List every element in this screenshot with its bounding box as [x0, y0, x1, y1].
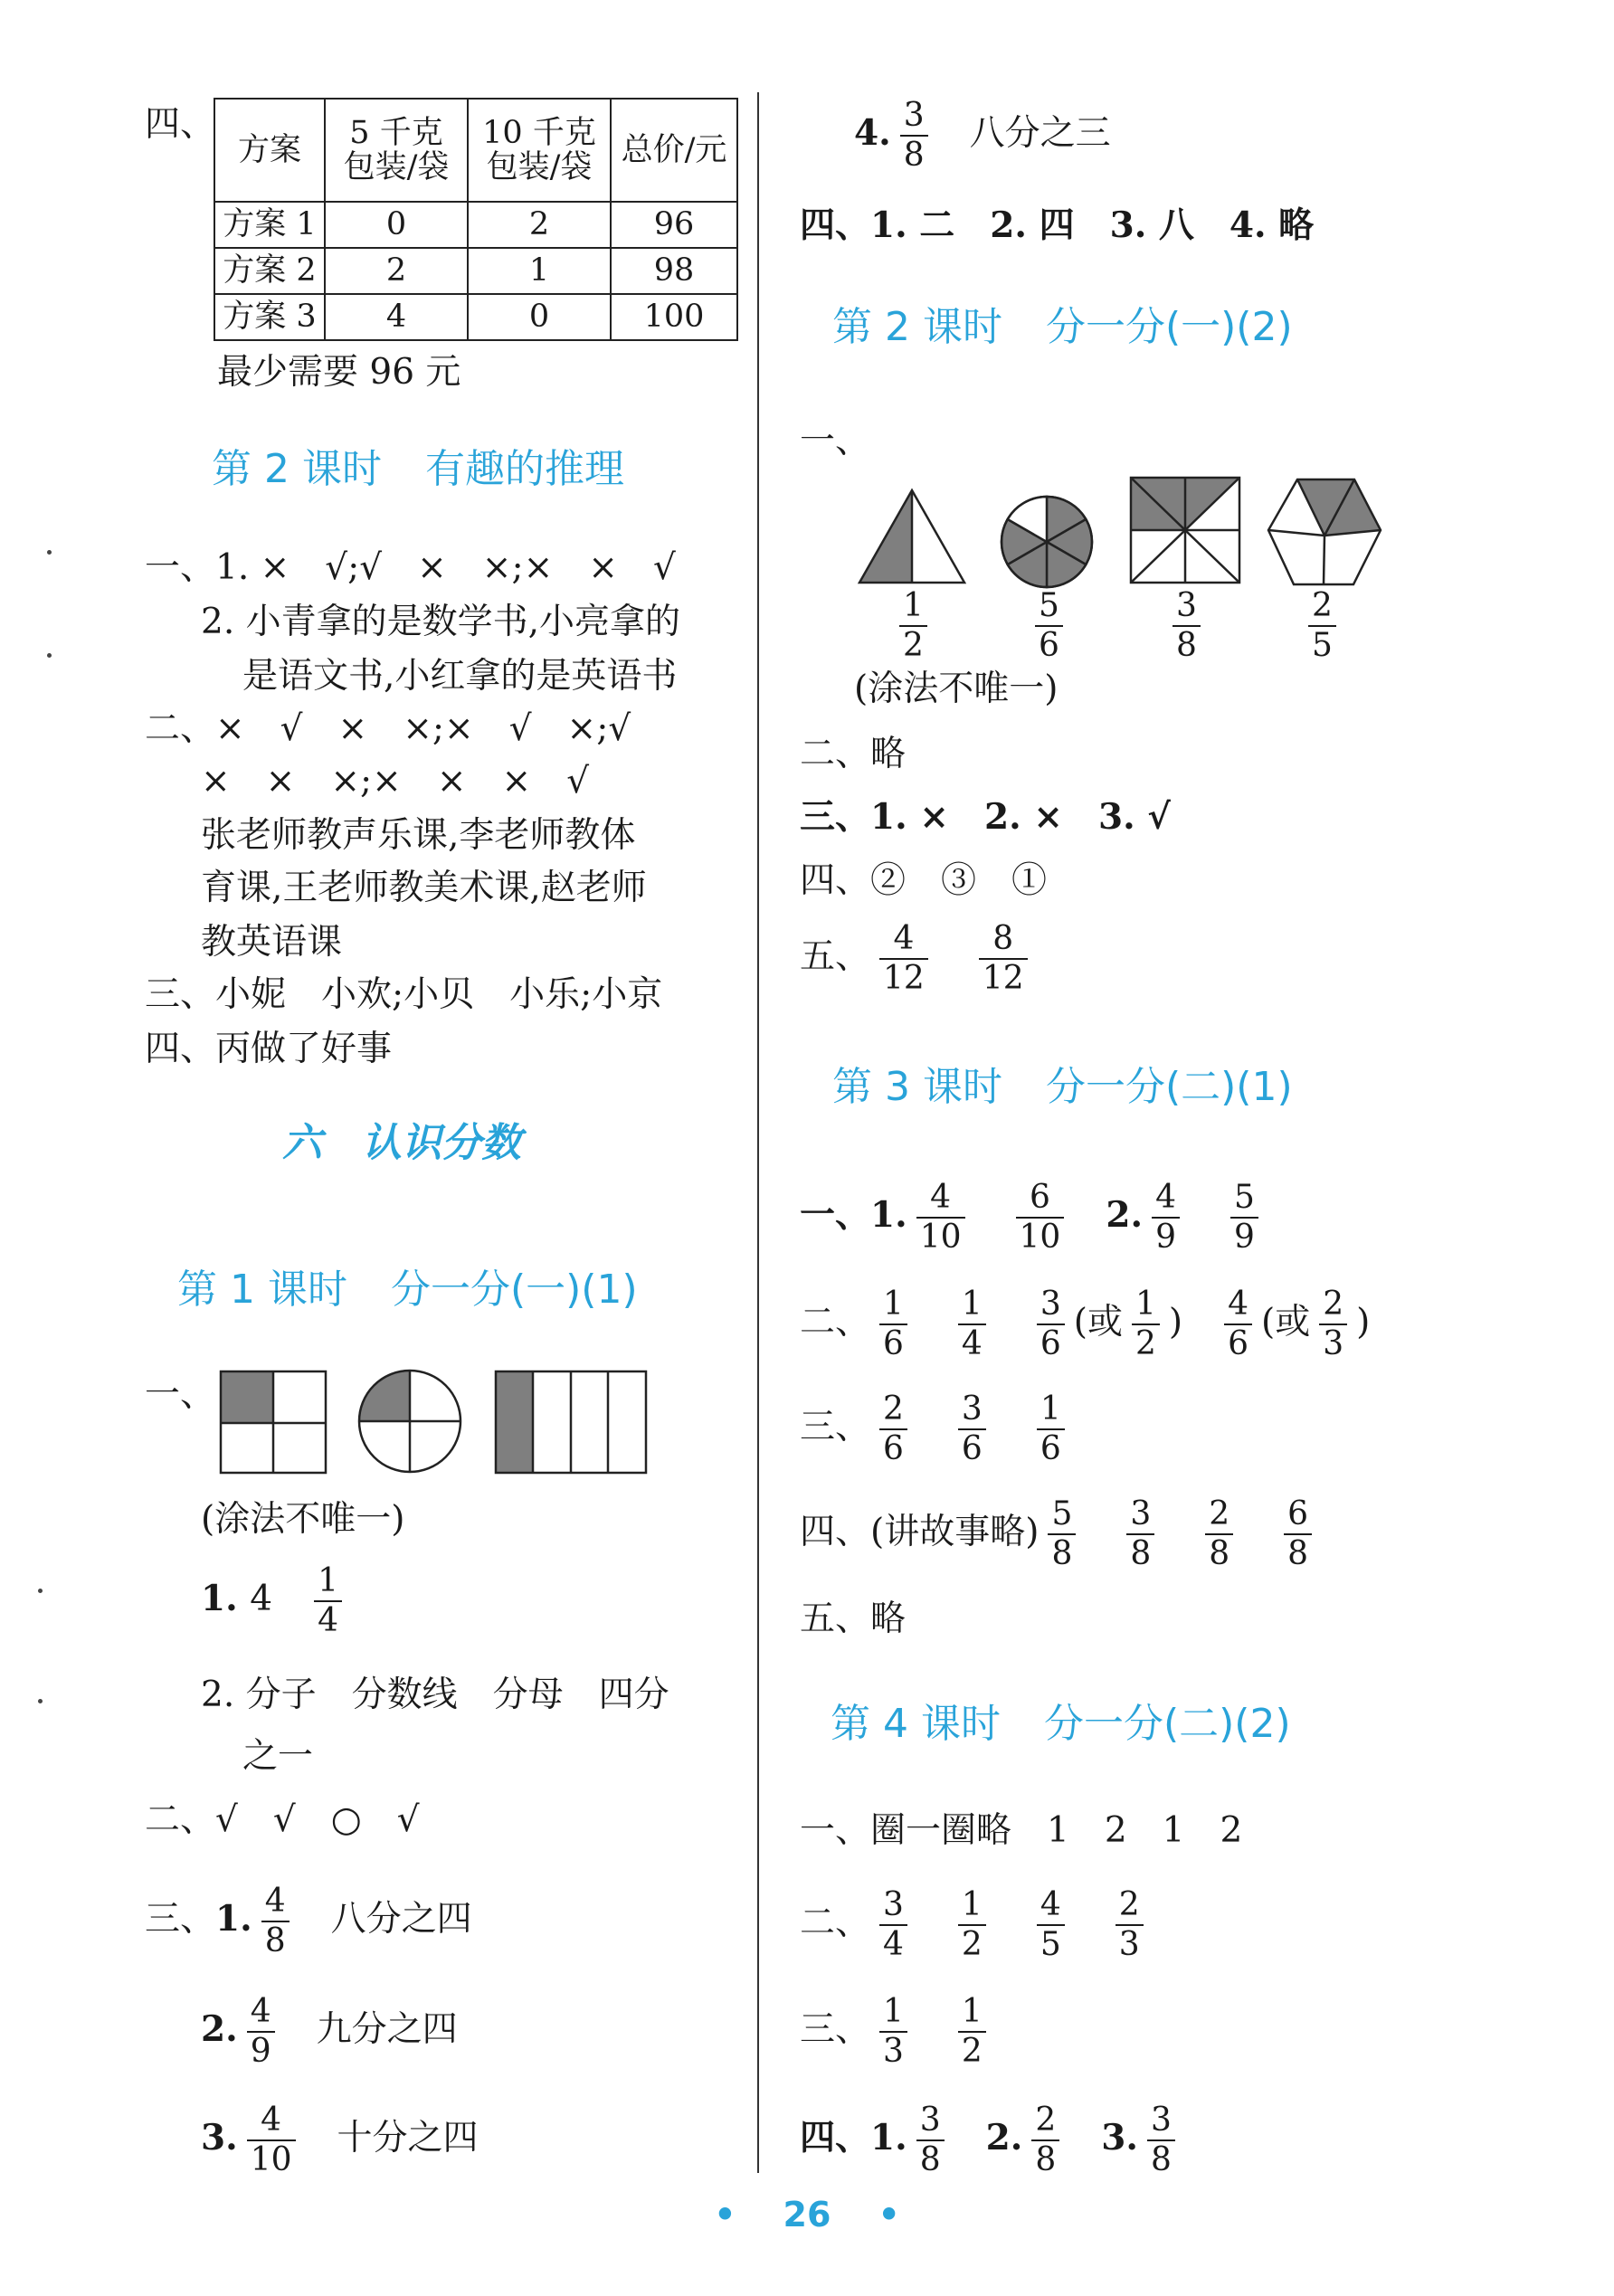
shape-fraction-2: $\frac{5}{6}$	[1026, 590, 1072, 662]
fraction: $\frac{4}{8}$	[261, 1885, 290, 1958]
l2-q1-2b: 是语文书,小红拿的是英语书	[242, 656, 678, 697]
shape-shaded-part	[221, 1371, 273, 1423]
l2-q1-1: 一、1. × √;√ × ×;× × √	[145, 547, 676, 588]
table-header-10kg: 10 千克 包装/袋	[468, 99, 611, 202]
r-q1-label: 一、	[800, 421, 871, 461]
l2-q2-a: 二、× √ × ×;× √ ×;√	[145, 708, 631, 749]
square-eighths-shape	[1131, 478, 1243, 586]
table-cell: 方案 3	[214, 294, 325, 340]
fraction: $\frac{1}{2}$	[958, 1889, 986, 1961]
shape-fraction-1: $\frac{1}{2}$	[890, 590, 936, 662]
l2-q2-b: × × ×;× × × √	[201, 761, 590, 802]
l3-q2: 二、 $\frac{1}{6}$ $\frac{1}{4}$ $\frac{3}{6}$ (或 $\frac{1}{2}$ ) $\frac{4}{6}$ (或 $\frac{2}{3}$ )	[800, 1286, 1371, 1362]
fraction: $\frac{4}{12}$	[879, 923, 928, 995]
fraction: $\frac{1}{4}$	[314, 1565, 342, 1637]
r-q4b: 四、② ③ ①	[800, 860, 1048, 901]
fraction: $\frac{3}{6}$	[958, 1393, 986, 1466]
fraction: $\frac{4}{9}$	[247, 1996, 275, 2068]
l1-q3-1: 三、1. $\frac{4}{8}$ 八分之四	[145, 1883, 472, 1959]
page-number: • 26 •	[714, 2195, 900, 2234]
fraction: $\frac{3}{4}$	[879, 1889, 907, 1961]
l2-q2-e: 教英语课	[201, 922, 343, 963]
shape-fraction-4: $\frac{2}{5}$	[1299, 590, 1345, 662]
fraction: $\frac{2}{8}$	[1205, 1498, 1233, 1570]
lesson-heading-right-2: 第 2 课时 分一分(一)(2)	[832, 304, 1293, 350]
fraction: $\frac{6}{8}$	[1284, 1498, 1312, 1570]
l4-q2: 二、 $\frac{3}{4}$ $\frac{1}{2}$ $\frac{4}{5}$ $\frac{2}{3}$	[800, 1889, 1153, 1961]
l4-q3: 三、 $\frac{1}{3}$ $\frac{1}{2}$	[800, 1996, 995, 2068]
fraction: $\frac{1}{2}$	[958, 1996, 986, 2068]
note-left: (涂法不唯一)	[201, 1499, 405, 1540]
r-q5: 五、 $\frac{4}{12}$ $\frac{8}{12}$	[800, 923, 1037, 995]
r-q3: 三、1. × 2. × 3. √	[800, 796, 1171, 838]
fraction: $\frac{3}{6}$	[1037, 1288, 1065, 1361]
shape-shaded-part	[496, 1371, 533, 1473]
pentagon-fifths-shape	[1267, 478, 1384, 590]
table-header-5kg: 5 千克 包装/袋	[325, 99, 468, 202]
fraction: $\frac{3}{8}$	[1147, 2104, 1175, 2177]
l3-q5: 五、略	[800, 1599, 907, 1639]
l2-q2-c: 张老师教声乐课,李老师教体	[201, 815, 636, 856]
fraction: $\frac{4}{10}$	[247, 2104, 296, 2177]
l4-q4: 四、1. $\frac{3}{8}$ 2. $\frac{2}{8}$ 3. $\frac{3}{8}$	[800, 2104, 1184, 2177]
table-cell: 2	[468, 202, 611, 248]
fraction: $\frac{2}{8}$	[1031, 2104, 1059, 2177]
fraction: $\frac{3}{8}$	[1126, 1498, 1154, 1570]
circle-sixths-shape	[1001, 496, 1095, 590]
l1-q1-2a: 2. 分子 分数线 分母 四分	[201, 1675, 669, 1715]
fraction: $\frac{4}{10}$	[916, 1181, 965, 1254]
table-cell: 96	[611, 202, 737, 248]
bar-quarter-shape	[496, 1371, 650, 1475]
l3-q3: 三、 $\frac{2}{6}$ $\frac{3}{6}$ $\frac{1}{6}$	[800, 1393, 1074, 1466]
l4-q1: 一、圈一圈略 1 2 1 2	[800, 1810, 1243, 1851]
l1-q3-3: 3. $\frac{4}{10}$ 十分之四	[201, 2102, 479, 2178]
fraction: $\frac{4}{9}$	[1152, 1181, 1180, 1254]
table-row	[214, 202, 737, 248]
l2-q2-d: 育课,王老师教美术课,赵老师	[201, 868, 647, 908]
shape-fraction-3: $\frac{3}{8}$	[1163, 590, 1210, 662]
table-cell: 98	[611, 248, 737, 294]
table-header-plan: 方案	[214, 99, 325, 202]
table-row	[214, 248, 737, 294]
margin-dot	[38, 1699, 43, 1703]
table-cell: 0	[468, 294, 611, 340]
l1-q1-label: 一、	[145, 1374, 216, 1415]
note-right: (涂法不唯一)	[854, 669, 1059, 709]
l1-q1-1: 1. 4 $\frac{1}{4}$	[201, 1565, 351, 1637]
table-cell: 方案 2	[214, 248, 325, 294]
l2-q4: 四、丙做了好事	[145, 1029, 393, 1069]
margin-dot	[47, 653, 52, 658]
fraction: $\frac{5}{8}$	[1048, 1498, 1076, 1570]
circle-quarter-shape	[358, 1370, 463, 1475]
r-item4: 4. $\frac{3}{8}$ 八分之三	[854, 97, 1111, 174]
unit-title: 六 认识分数	[282, 1120, 521, 1166]
fraction: $\frac{1}{6}$	[879, 1288, 907, 1361]
fraction: $\frac{2}{3}$	[1116, 1889, 1144, 1961]
margin-dot	[47, 550, 52, 555]
r-q4: 四、1. 二 2. 四 3. 八 4. 略	[800, 204, 1315, 246]
l1-q3-2: 2. $\frac{4}{9}$ 九分之四	[201, 1993, 458, 2070]
fraction: $\frac{1}{2}$	[1132, 1288, 1160, 1361]
fraction: $\frac{2}{3}$	[1319, 1288, 1347, 1361]
table-header-total: 总价/元	[611, 99, 737, 202]
lesson-heading-left-2: 第 2 课时 有趣的推理	[212, 446, 624, 492]
l1-q2: 二、√ √ ○ √	[145, 1799, 420, 1840]
margin-dot	[38, 1589, 43, 1593]
table-row	[214, 294, 737, 340]
table-cell: 1	[468, 248, 611, 294]
fraction: $\frac{1}{3}$	[879, 1996, 907, 2068]
fraction: $\frac{4}{6}$	[1224, 1288, 1252, 1361]
left-q4-label: 四、	[145, 104, 216, 145]
fraction: $\frac{3}{8}$	[900, 100, 928, 172]
plan-table	[214, 98, 738, 341]
min-cost-text: 最少需要 96 元	[217, 352, 461, 393]
table-cell: 4	[325, 294, 468, 340]
column-divider	[757, 92, 759, 2173]
l1-q1-2b: 之一	[242, 1736, 314, 1777]
fraction: $\frac{5}{9}$	[1230, 1181, 1258, 1254]
r-q2: 二、略	[800, 734, 907, 774]
triangle-half-shape	[858, 487, 970, 586]
lesson-heading-right-4: 第 4 课时 分一分(二)(2)	[831, 1701, 1291, 1747]
table-cell: 0	[325, 202, 468, 248]
lesson-heading-right-3: 第 3 课时 分一分(二)(1)	[832, 1064, 1293, 1110]
lesson-heading-left-1: 第 1 课时 分一分(一)(1)	[177, 1267, 638, 1313]
fraction: $\frac{6}{10}$	[1016, 1181, 1065, 1254]
table-cell: 方案 1	[214, 202, 325, 248]
l3-q1: 一、1. $\frac{4}{10}$ $\frac{6}{10}$ 2. $\frac{4}{9}$ $\frac{5}{9}$	[800, 1181, 1267, 1254]
fraction: $\frac{1}{4}$	[958, 1288, 986, 1361]
l2-q1-2a: 2. 小青拿的是数学书,小亮拿的	[201, 602, 681, 642]
l2-q3: 三、小妮 小欢;小贝 小乐;小京	[145, 974, 663, 1015]
fraction: $\frac{1}{6}$	[1037, 1393, 1065, 1466]
fraction: $\frac{8}{12}$	[979, 923, 1028, 995]
l3-q4: 四、(讲故事略) $\frac{5}{8}$ $\frac{3}{8}$ $\frac{2}{8}$ $\frac{6}{8}$	[800, 1498, 1321, 1570]
fraction: $\frac{4}{5}$	[1037, 1889, 1065, 1961]
table-cell: 100	[611, 294, 737, 340]
fraction: $\frac{3}{8}$	[916, 2104, 945, 2177]
fraction: $\frac{2}{6}$	[879, 1393, 907, 1466]
grid-quarter-shape	[221, 1371, 329, 1475]
table-cell: 2	[325, 248, 468, 294]
